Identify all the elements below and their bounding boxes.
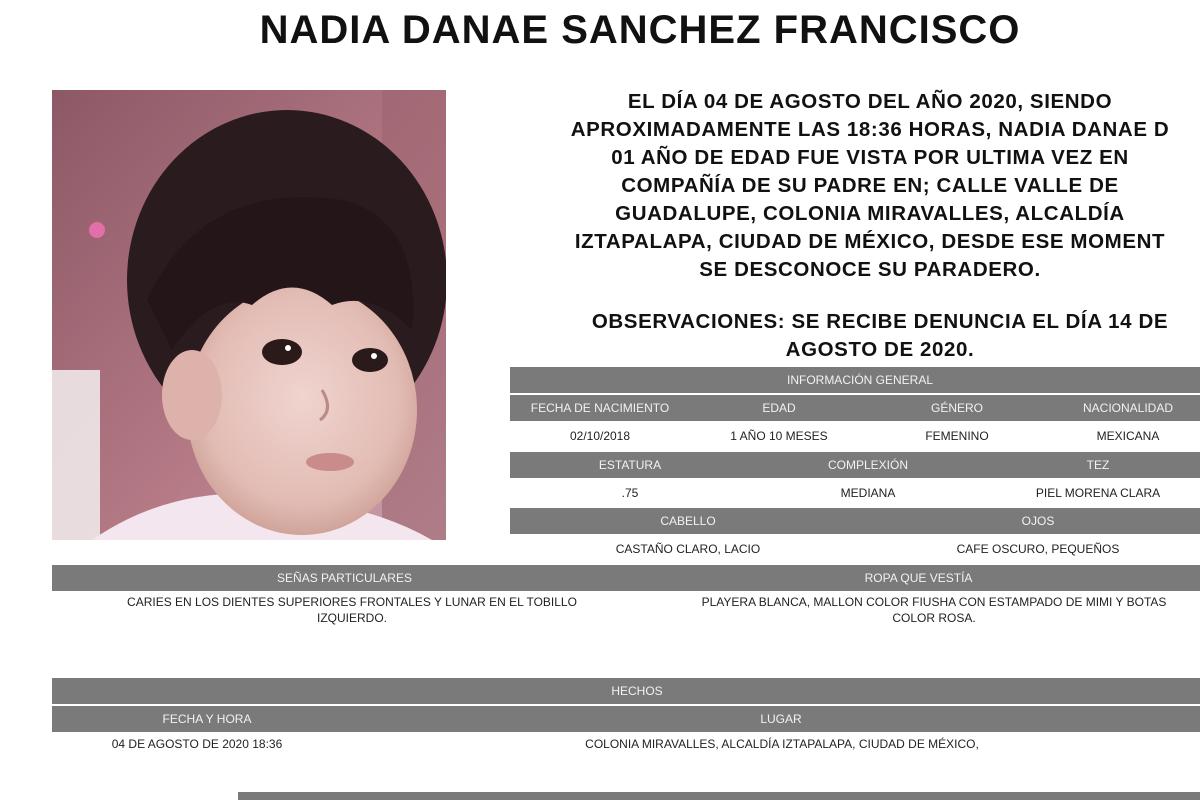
particulars-header-row <box>52 565 1200 591</box>
height-value: .75 <box>621 486 639 500</box>
age-value: 1 AÑO 10 MESES <box>730 429 828 443</box>
hair-value: CASTAÑO CLARO, LACIO <box>615 542 761 556</box>
nationality-value: MEXICANA <box>1096 429 1160 443</box>
person-name-title: NADIA DANAE SANCHEZ FRANCISCO <box>259 8 1021 52</box>
hair-label: CABELLO <box>660 514 716 528</box>
facts-header-label: HECHOS <box>611 684 663 698</box>
complexion-value: PIEL MORENA CLARA <box>1035 486 1161 500</box>
clothing-label: ROPA QUE VESTÍA <box>864 571 973 585</box>
facts-values-row <box>52 736 1200 754</box>
case-description: EL DÍA 04 DE AGOSTO DEL AÑO 2020, SIENDO APROXIMADAMENTE LAS 18:36 HORAS, NADIA DANAE D 01 AÑO DE EDAD FUE VISTA POR ULTIMA VEZ EN COMPAÑÍA DE SU PADRE EN; CALLE VALLE DE GUADALUPE, COLONIA MIRAVALLES, ALCALDÍA IZTAPALAPA, CIUDAD DE MÉXICO, DESDE ESE MOMENT SE DESCONOCE SU PARADERO. <box>570 90 1170 281</box>
distinguishing-marks-value: CARIES EN LOS DIENTES SUPERIORES FRONTALES Y LUNAR EN EL TOBILLO IZQUIERDO. <box>127 595 577 625</box>
facts-header <box>52 678 1200 704</box>
date-time-label: FECHA Y HORA <box>162 712 252 726</box>
child-portrait-image <box>52 90 446 540</box>
birthdate-label: FECHA DE NACIMIENTO <box>530 401 670 415</box>
observations-text: OBSERVACIONES: SE RECIBE DENUNCIA EL DÍA 14 DE AGOSTO DE 2020. <box>591 310 1169 361</box>
place-label: LUGAR <box>760 712 802 726</box>
general-info-labels-row-1 <box>510 395 1200 421</box>
complexion-label: TEZ <box>1086 458 1110 472</box>
gender-value: FEMENINO <box>925 429 989 443</box>
general-info-header-label: INFORMACIÓN GENERAL <box>786 373 933 387</box>
age-label: EDAD <box>762 401 796 415</box>
build-value: MEDIANA <box>840 486 896 500</box>
nationality-label: NACIONALIDAD <box>1082 401 1174 415</box>
general-info-values-row-3 <box>510 541 1200 559</box>
date-time-value: 04 DE AGOSTO DE 2020 18:36 <box>111 737 283 751</box>
general-info-header <box>510 367 1200 393</box>
distinguishing-marks-label: SEÑAS PARTICULARES <box>277 571 412 585</box>
next-section-header-cropped <box>238 792 1200 800</box>
general-info-values-row-2 <box>510 485 1200 503</box>
general-info-labels-row-2 <box>510 452 1200 478</box>
eyes-label: OJOS <box>1021 514 1055 528</box>
gender-label: GÉNERO <box>930 401 983 415</box>
birthdate-value: 02/10/2018 <box>569 429 631 443</box>
place-value: COLONIA MIRAVALLES, ALCALDÍA IZTAPALAPA, CIUDAD DE MÉXICO, <box>585 737 979 751</box>
child-photo <box>52 90 446 540</box>
facts-labels-row <box>52 706 1200 732</box>
general-info-labels-row-3 <box>510 508 1200 534</box>
clothing-value: PLAYERA BLANCA, MALLON COLOR FIUSHA CON ESTAMPADO DE MIMI Y BOTAS COLOR ROSA. <box>701 595 1167 625</box>
general-info-values-row-1 <box>510 428 1200 446</box>
build-label: COMPLEXIÓN <box>827 458 908 472</box>
height-label: ESTATURA <box>598 458 662 472</box>
eyes-value: CAFE OSCURO, PEQUEÑOS <box>956 542 1120 556</box>
